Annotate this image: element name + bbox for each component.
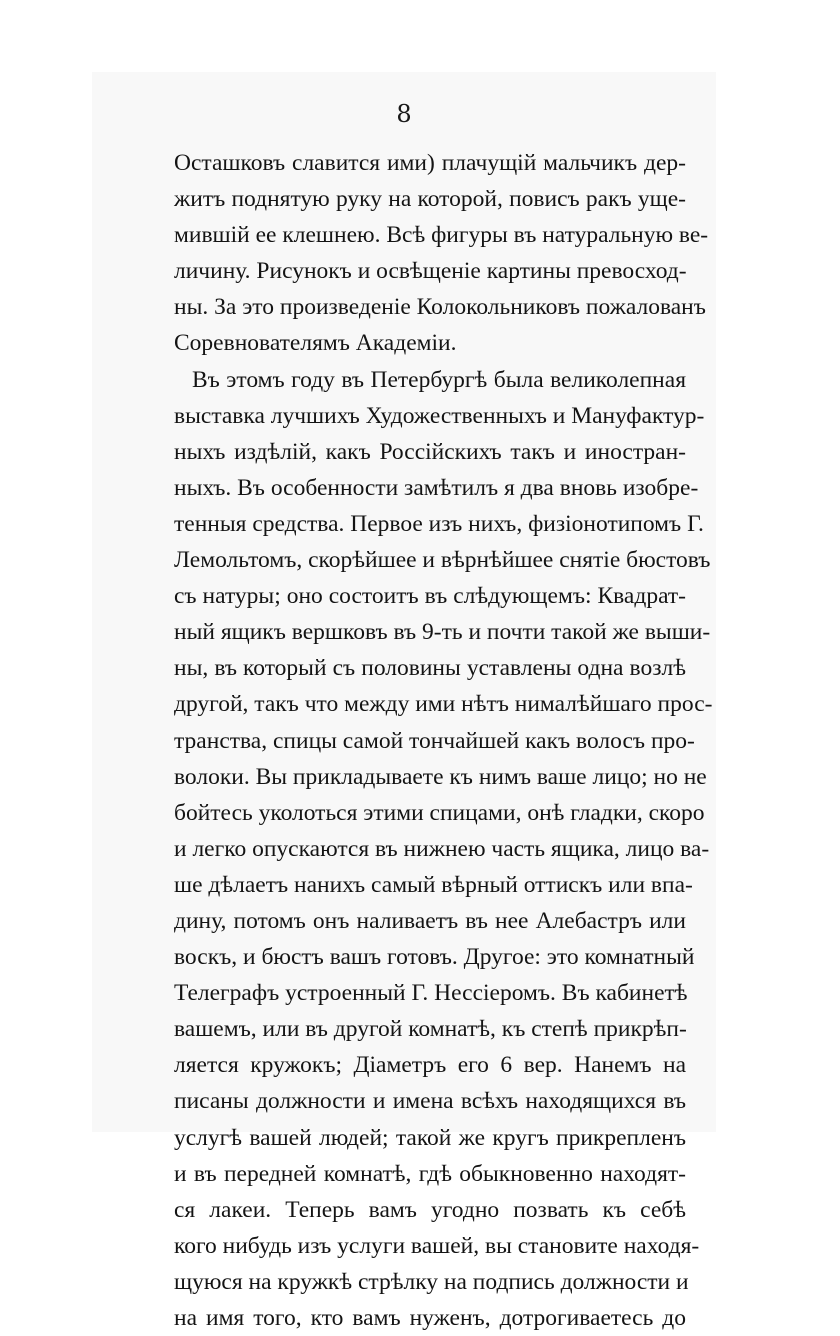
text-line: кого нибудь изъ услуги вашей, вы становите находя- [174, 1232, 700, 1259]
text-line: бойтесь уколоться этими спицами, онѣ гладки, скоро [174, 799, 705, 826]
text-line: ны. За это произведеніе Колокольниковъ пожалованъ [174, 294, 706, 321]
text-line: житъ поднятую руку на которой, повисъ ракъ уще- [174, 186, 686, 213]
text-line: ный ящикъ вершковъ въ 9-ть и почти такой же выши- [174, 619, 711, 646]
text-line: Телеграфъ устроенный Г. Нессіеромъ. Въ кабинетѣ [174, 980, 688, 1007]
text-line: на имя того, кто вамъ нуженъ, дотрогиваетесь до [174, 1305, 686, 1331]
text-line: мившій ее клешнею. Всѣ фигуры въ натуральную ве- [174, 222, 709, 249]
page-number: 8 [396, 100, 412, 128]
text-line: и въ передней комнатѣ, гдѣ обыкновенно находят- [174, 1160, 686, 1187]
text-line: ся лакеи. Теперь вамъ угодно позвать къ себѣ [174, 1196, 686, 1223]
text-line: другой, такъ что между ими нѣтъ нималѣйшаго прос- [174, 691, 713, 718]
book-page [92, 72, 716, 1331]
text-line: Лемольтомъ, скорѣйшее и вѣрнѣйшее снятіе бюстовъ [174, 547, 711, 574]
text-line: Соревнователямъ Академіи. [174, 330, 457, 357]
text-line: ныхъ. Въ особенности замѣтилъ я два вновь изобре- [174, 474, 699, 501]
text-line: тенныя средства. Первое изъ нихъ, физіонотипомъ Г. [174, 510, 704, 537]
text-line: услугѣ вашей людей; такой же кругъ прикрепленъ [174, 1124, 686, 1151]
text-line: дину, потомъ онъ наливаетъ въ нее Алебастръ или [174, 907, 686, 934]
text-line: ше дѣлаетъ нанихъ самый вѣрный оттискъ или впа- [174, 871, 693, 898]
text-line: транства, спицы самой тончайшей какъ волосъ про- [174, 727, 695, 754]
text-line: съ натуры; оно состоитъ въ слѣдующемъ: Квадрат- [174, 583, 686, 610]
text-line: щуюся на кружкѣ стрѣлку на подпись должности и [174, 1268, 689, 1295]
text-line: волоки. Вы прикладываете къ нимъ ваше лицо; но не [174, 763, 707, 790]
text-line: воскъ, и бюстъ вашъ готовъ. Другое: это комнатный [174, 944, 695, 971]
text-line: выставка лучшихъ Художественныхъ и Мануфактур- [174, 402, 705, 429]
text-line: Осташковъ славится ими) плачущій мальчикъ дер- [174, 150, 686, 176]
text-line: ны, въ который съ половины уставлены одна возлѣ [174, 655, 686, 682]
text-line: ныхъ издѣлій, какъ Россійскихъ такъ и иностран- [174, 438, 686, 465]
body-text [174, 145, 713, 1336]
text-line: писаны должности и имена всѣхъ находящихся въ [174, 1088, 686, 1115]
text-line: Въ этомъ году въ Петербургѣ была великолепная [192, 366, 686, 393]
text-line: и легко опускаются въ нижнею часть ящика, лицо ва- [174, 835, 710, 862]
text-line: личину. Рисунокъ и освѣщеніе картины превосход- [174, 258, 687, 285]
text-line: вашемъ, или въ другой комнатѣ, къ степѣ прикрѣп- [174, 1016, 687, 1043]
text-line: ляется кружокъ; Діаметръ его 6 вер. Нанемъ на [174, 1052, 686, 1079]
